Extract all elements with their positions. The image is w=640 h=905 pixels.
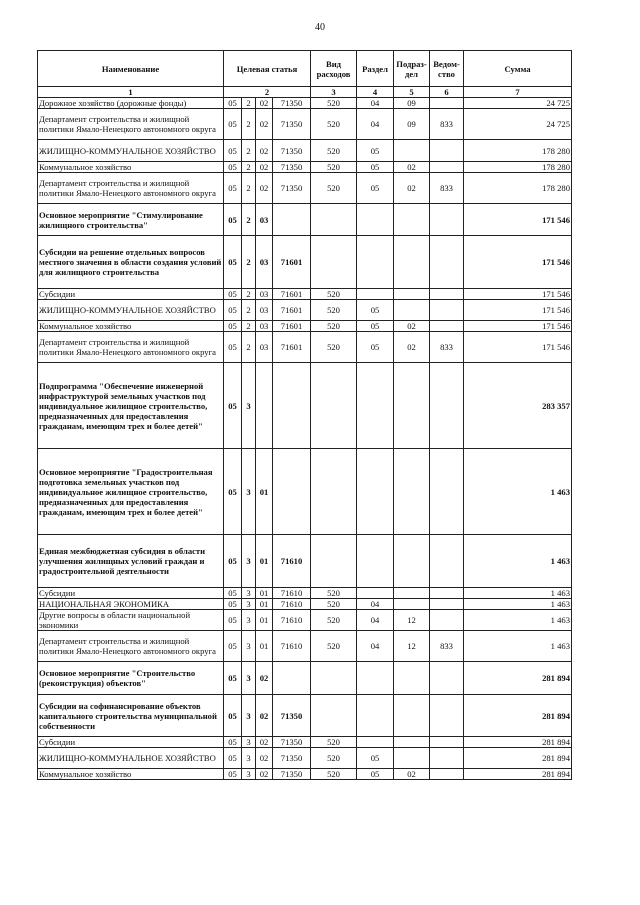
sum-cell: 171 546 bbox=[464, 332, 572, 363]
expense-type-cell: 520 bbox=[311, 109, 357, 140]
target-code-3-cell: 03 bbox=[256, 204, 273, 236]
subsection-cell bbox=[394, 662, 430, 695]
table-row bbox=[38, 140, 572, 162]
subsection-cell bbox=[394, 289, 430, 300]
department-cell bbox=[430, 737, 464, 748]
target-code-2-cell: 2 bbox=[242, 321, 256, 332]
target-code-4-cell: 71610 bbox=[273, 631, 311, 662]
department-cell bbox=[430, 236, 464, 289]
subsection-cell bbox=[394, 588, 430, 599]
row-name-cell: Основное мероприятие "Стимулирование жилищного строительства" bbox=[38, 204, 224, 236]
subsection-cell: 09 bbox=[394, 98, 430, 109]
section-cell: 04 bbox=[357, 599, 394, 610]
column-number: 7 bbox=[464, 87, 572, 98]
header-expense-type: Вид расходов bbox=[311, 51, 357, 87]
target-code-3-cell: 02 bbox=[256, 769, 273, 780]
column-number: 3 bbox=[311, 87, 357, 98]
row-name-cell: Основное мероприятие "Градостроительная подготовка земельных участков под индивидуальное жилищное строительство, предназначенных для предоставления гражданам, имеющим трех и более детей" bbox=[38, 449, 224, 535]
table-row bbox=[38, 173, 572, 204]
target-code-1-cell: 05 bbox=[224, 332, 242, 363]
table-row bbox=[38, 321, 572, 332]
target-code-4-cell: 71601 bbox=[273, 300, 311, 321]
target-code-3-cell: 02 bbox=[256, 748, 273, 769]
target-code-1-cell: 05 bbox=[224, 173, 242, 204]
target-code-4-cell: 71350 bbox=[273, 173, 311, 204]
department-cell bbox=[430, 98, 464, 109]
department-cell bbox=[430, 300, 464, 321]
header-row bbox=[38, 51, 572, 87]
target-code-1-cell: 05 bbox=[224, 204, 242, 236]
department-cell bbox=[430, 599, 464, 610]
subsection-cell: 02 bbox=[394, 162, 430, 173]
department-cell bbox=[430, 535, 464, 588]
target-code-2-cell: 3 bbox=[242, 748, 256, 769]
table-row bbox=[38, 769, 572, 780]
target-code-1-cell: 05 bbox=[224, 449, 242, 535]
target-code-2-cell: 3 bbox=[242, 631, 256, 662]
department-cell bbox=[430, 289, 464, 300]
sum-cell: 1 463 bbox=[464, 599, 572, 610]
target-code-4-cell: 71350 bbox=[273, 748, 311, 769]
section-cell: 05 bbox=[357, 748, 394, 769]
target-code-3-cell: 01 bbox=[256, 610, 273, 631]
subsection-cell: 12 bbox=[394, 610, 430, 631]
sum-cell: 171 546 bbox=[464, 300, 572, 321]
column-number: 5 bbox=[394, 87, 430, 98]
target-code-3-cell: 02 bbox=[256, 737, 273, 748]
sum-cell: 178 280 bbox=[464, 162, 572, 173]
target-code-1-cell: 05 bbox=[224, 98, 242, 109]
table-body bbox=[38, 98, 572, 780]
department-cell bbox=[430, 204, 464, 236]
target-code-4-cell: 71350 bbox=[273, 98, 311, 109]
subsection-cell bbox=[394, 737, 430, 748]
subsection-cell bbox=[394, 363, 430, 449]
target-code-3-cell: 02 bbox=[256, 140, 273, 162]
target-code-3-cell: 01 bbox=[256, 599, 273, 610]
subsection-cell bbox=[394, 140, 430, 162]
department-cell: 833 bbox=[430, 109, 464, 140]
row-name-cell: Дорожное хозяйство (дорожные фонды) bbox=[38, 98, 224, 109]
target-code-3-cell: 03 bbox=[256, 289, 273, 300]
header-section: Раздел bbox=[357, 51, 394, 87]
sum-cell: 283 357 bbox=[464, 363, 572, 449]
target-code-2-cell: 2 bbox=[242, 204, 256, 236]
table-row bbox=[38, 363, 572, 449]
table-row bbox=[38, 737, 572, 748]
department-cell bbox=[430, 363, 464, 449]
sum-cell: 281 894 bbox=[464, 695, 572, 737]
department-cell bbox=[430, 140, 464, 162]
target-code-1-cell: 05 bbox=[224, 321, 242, 332]
section-cell bbox=[357, 535, 394, 588]
expense-type-cell: 520 bbox=[311, 332, 357, 363]
target-code-4-cell bbox=[273, 662, 311, 695]
department-cell bbox=[430, 449, 464, 535]
target-code-4-cell: 71601 bbox=[273, 332, 311, 363]
section-cell: 05 bbox=[357, 173, 394, 204]
sum-cell: 171 546 bbox=[464, 204, 572, 236]
target-code-1-cell: 05 bbox=[224, 695, 242, 737]
expense-type-cell: 520 bbox=[311, 300, 357, 321]
column-number: 2 bbox=[224, 87, 311, 98]
subsection-cell bbox=[394, 695, 430, 737]
table-row bbox=[38, 599, 572, 610]
target-code-1-cell: 05 bbox=[224, 289, 242, 300]
department-cell bbox=[430, 748, 464, 769]
table-row bbox=[38, 98, 572, 109]
sum-cell: 1 463 bbox=[464, 631, 572, 662]
table-row bbox=[38, 588, 572, 599]
target-code-3-cell: 01 bbox=[256, 535, 273, 588]
target-code-2-cell: 2 bbox=[242, 162, 256, 173]
section-cell bbox=[357, 662, 394, 695]
table-row bbox=[38, 631, 572, 662]
expense-type-cell: 520 bbox=[311, 769, 357, 780]
expense-type-cell: 520 bbox=[311, 610, 357, 631]
target-code-2-cell: 2 bbox=[242, 173, 256, 204]
sum-cell: 281 894 bbox=[464, 737, 572, 748]
section-cell: 05 bbox=[357, 300, 394, 321]
target-code-2-cell: 3 bbox=[242, 737, 256, 748]
target-code-1-cell: 05 bbox=[224, 737, 242, 748]
row-name-cell: Субсидии на софинансирование объектов капитального строительства муниципальной собственности bbox=[38, 695, 224, 737]
table-row bbox=[38, 236, 572, 289]
section-cell: 05 bbox=[357, 321, 394, 332]
table-row bbox=[38, 535, 572, 588]
department-cell bbox=[430, 321, 464, 332]
subsection-cell: 02 bbox=[394, 332, 430, 363]
department-cell: 833 bbox=[430, 631, 464, 662]
sum-cell: 24 725 bbox=[464, 98, 572, 109]
row-name-cell: Субсидии на решение отдельных вопросов местного значения в области создания условий для жилищного строительства bbox=[38, 236, 224, 289]
target-code-2-cell: 3 bbox=[242, 610, 256, 631]
target-code-4-cell: 71601 bbox=[273, 236, 311, 289]
target-code-4-cell: 71610 bbox=[273, 535, 311, 588]
expense-type-cell bbox=[311, 204, 357, 236]
section-cell bbox=[357, 588, 394, 599]
target-code-2-cell: 2 bbox=[242, 300, 256, 321]
sum-cell: 171 546 bbox=[464, 321, 572, 332]
header-department: Ведом-ство bbox=[430, 51, 464, 87]
sum-cell: 178 280 bbox=[464, 173, 572, 204]
subsection-cell bbox=[394, 535, 430, 588]
target-code-4-cell: 71601 bbox=[273, 289, 311, 300]
row-name-cell: ЖИЛИЩНО-КОММУНАЛЬНОЕ ХОЗЯЙСТВО bbox=[38, 748, 224, 769]
expense-type-cell: 520 bbox=[311, 98, 357, 109]
row-name-cell: Субсидии bbox=[38, 588, 224, 599]
subsection-cell bbox=[394, 300, 430, 321]
target-code-2-cell: 3 bbox=[242, 599, 256, 610]
row-name-cell: Подпрограмма "Обеспечение инженерной инфраструктурой земельных участков под индивидуальное жилищное строительство, предназначенных для предоставления гражданам, имеющим трех и более детей" bbox=[38, 363, 224, 449]
subsection-cell bbox=[394, 236, 430, 289]
row-name-cell: Субсидии bbox=[38, 737, 224, 748]
target-code-2-cell: 3 bbox=[242, 662, 256, 695]
target-code-3-cell: 02 bbox=[256, 109, 273, 140]
target-code-4-cell: 71610 bbox=[273, 610, 311, 631]
target-code-1-cell: 05 bbox=[224, 610, 242, 631]
target-code-1-cell: 05 bbox=[224, 588, 242, 599]
department-cell bbox=[430, 662, 464, 695]
section-cell: 05 bbox=[357, 332, 394, 363]
target-code-3-cell: 03 bbox=[256, 300, 273, 321]
expense-type-cell: 520 bbox=[311, 321, 357, 332]
sum-cell: 1 463 bbox=[464, 535, 572, 588]
table-row bbox=[38, 109, 572, 140]
section-cell bbox=[357, 449, 394, 535]
column-number: 6 bbox=[430, 87, 464, 98]
section-cell: 04 bbox=[357, 631, 394, 662]
section-cell bbox=[357, 236, 394, 289]
row-name-cell: ЖИЛИЩНО-КОММУНАЛЬНОЕ ХОЗЯЙСТВО bbox=[38, 300, 224, 321]
target-code-4-cell: 71350 bbox=[273, 140, 311, 162]
target-code-1-cell: 05 bbox=[224, 748, 242, 769]
target-code-2-cell: 3 bbox=[242, 449, 256, 535]
target-code-3-cell: 03 bbox=[256, 321, 273, 332]
row-name-cell: Субсидии bbox=[38, 289, 224, 300]
target-code-2-cell: 3 bbox=[242, 535, 256, 588]
target-code-4-cell: 71350 bbox=[273, 162, 311, 173]
section-cell bbox=[357, 289, 394, 300]
target-code-4-cell: 71601 bbox=[273, 321, 311, 332]
table-row bbox=[38, 204, 572, 236]
subsection-cell bbox=[394, 449, 430, 535]
target-code-3-cell: 02 bbox=[256, 162, 273, 173]
row-name-cell: ЖИЛИЩНО-КОММУНАЛЬНОЕ ХОЗЯЙСТВО bbox=[38, 140, 224, 162]
header-sum: Сумма bbox=[464, 51, 572, 87]
subsection-cell bbox=[394, 599, 430, 610]
sum-cell: 281 894 bbox=[464, 748, 572, 769]
section-cell: 05 bbox=[357, 162, 394, 173]
department-cell bbox=[430, 162, 464, 173]
target-code-2-cell: 3 bbox=[242, 588, 256, 599]
target-code-2-cell: 2 bbox=[242, 236, 256, 289]
budget-table bbox=[37, 50, 572, 780]
section-cell bbox=[357, 363, 394, 449]
subsection-cell: 02 bbox=[394, 321, 430, 332]
table-row bbox=[38, 748, 572, 769]
header-target: Целевая статья bbox=[224, 51, 311, 87]
expense-type-cell: 520 bbox=[311, 173, 357, 204]
department-cell: 833 bbox=[430, 173, 464, 204]
sum-cell: 1 463 bbox=[464, 449, 572, 535]
section-cell: 04 bbox=[357, 109, 394, 140]
row-name-cell: Департамент строительства и жилищной политики Ямало-Ненецкого автономного округа bbox=[38, 173, 224, 204]
row-name-cell: Коммунальное хозяйство bbox=[38, 321, 224, 332]
target-code-3-cell: 01 bbox=[256, 588, 273, 599]
expense-type-cell: 520 bbox=[311, 631, 357, 662]
target-code-1-cell: 05 bbox=[224, 300, 242, 321]
target-code-1-cell: 05 bbox=[224, 109, 242, 140]
expense-type-cell bbox=[311, 535, 357, 588]
expense-type-cell bbox=[311, 236, 357, 289]
table-row bbox=[38, 300, 572, 321]
target-code-2-cell: 2 bbox=[242, 140, 256, 162]
target-code-3-cell: 03 bbox=[256, 332, 273, 363]
table-row bbox=[38, 662, 572, 695]
section-cell bbox=[357, 204, 394, 236]
target-code-2-cell: 3 bbox=[242, 769, 256, 780]
section-cell: 05 bbox=[357, 140, 394, 162]
header-name: Наименование bbox=[38, 51, 224, 87]
expense-type-cell bbox=[311, 449, 357, 535]
sum-cell: 281 894 bbox=[464, 662, 572, 695]
subsection-cell: 12 bbox=[394, 631, 430, 662]
column-number-row bbox=[38, 87, 572, 98]
row-name-cell: НАЦИОНАЛЬНАЯ ЭКОНОМИКА bbox=[38, 599, 224, 610]
row-name-cell: Департамент строительства и жилищной политики Ямало-Ненецкого автономного округа bbox=[38, 332, 224, 363]
department-cell bbox=[430, 695, 464, 737]
target-code-2-cell: 3 bbox=[242, 363, 256, 449]
target-code-1-cell: 05 bbox=[224, 599, 242, 610]
table-row bbox=[38, 695, 572, 737]
row-name-cell: Коммунальное хозяйство bbox=[38, 162, 224, 173]
expense-type-cell: 520 bbox=[311, 140, 357, 162]
target-code-4-cell bbox=[273, 449, 311, 535]
subsection-cell: 09 bbox=[394, 109, 430, 140]
section-cell: 04 bbox=[357, 98, 394, 109]
column-number: 1 bbox=[38, 87, 224, 98]
target-code-3-cell bbox=[256, 363, 273, 449]
table-row bbox=[38, 332, 572, 363]
target-code-1-cell: 05 bbox=[224, 769, 242, 780]
target-code-3-cell: 02 bbox=[256, 173, 273, 204]
subsection-cell: 02 bbox=[394, 173, 430, 204]
target-code-1-cell: 05 bbox=[224, 162, 242, 173]
expense-type-cell: 520 bbox=[311, 588, 357, 599]
section-cell bbox=[357, 695, 394, 737]
expense-type-cell: 520 bbox=[311, 162, 357, 173]
row-name-cell: Департамент строительства и жилищной политики Ямало-Ненецкого автономного округа bbox=[38, 109, 224, 140]
target-code-4-cell: 71350 bbox=[273, 695, 311, 737]
target-code-4-cell: 71610 bbox=[273, 599, 311, 610]
sum-cell: 1 463 bbox=[464, 588, 572, 599]
target-code-1-cell: 05 bbox=[224, 363, 242, 449]
target-code-2-cell: 2 bbox=[242, 289, 256, 300]
target-code-3-cell: 01 bbox=[256, 631, 273, 662]
target-code-4-cell: 71350 bbox=[273, 737, 311, 748]
department-cell bbox=[430, 588, 464, 599]
expense-type-cell bbox=[311, 363, 357, 449]
section-cell: 05 bbox=[357, 769, 394, 780]
sum-cell: 281 894 bbox=[464, 769, 572, 780]
department-cell bbox=[430, 769, 464, 780]
expense-type-cell bbox=[311, 695, 357, 737]
target-code-3-cell: 02 bbox=[256, 662, 273, 695]
target-code-4-cell: 71610 bbox=[273, 588, 311, 599]
target-code-3-cell: 03 bbox=[256, 236, 273, 289]
target-code-3-cell: 02 bbox=[256, 98, 273, 109]
department-cell: 833 bbox=[430, 332, 464, 363]
expense-type-cell: 520 bbox=[311, 599, 357, 610]
section-cell bbox=[357, 737, 394, 748]
subsection-cell: 02 bbox=[394, 769, 430, 780]
sum-cell: 171 546 bbox=[464, 289, 572, 300]
expense-type-cell: 520 bbox=[311, 289, 357, 300]
table-row bbox=[38, 610, 572, 631]
expense-type-cell bbox=[311, 662, 357, 695]
target-code-1-cell: 05 bbox=[224, 140, 242, 162]
target-code-1-cell: 05 bbox=[224, 631, 242, 662]
target-code-1-cell: 05 bbox=[224, 236, 242, 289]
page-number: 40 bbox=[315, 22, 325, 33]
subsection-cell bbox=[394, 748, 430, 769]
sum-cell: 24 725 bbox=[464, 109, 572, 140]
target-code-2-cell: 2 bbox=[242, 332, 256, 363]
target-code-3-cell: 01 bbox=[256, 449, 273, 535]
target-code-1-cell: 05 bbox=[224, 535, 242, 588]
target-code-2-cell: 3 bbox=[242, 695, 256, 737]
department-cell bbox=[430, 610, 464, 631]
table-row bbox=[38, 449, 572, 535]
target-code-4-cell: 71350 bbox=[273, 769, 311, 780]
sum-cell: 1 463 bbox=[464, 610, 572, 631]
column-number: 4 bbox=[357, 87, 394, 98]
target-code-4-cell bbox=[273, 363, 311, 449]
target-code-2-cell: 2 bbox=[242, 98, 256, 109]
target-code-4-cell: 71350 bbox=[273, 109, 311, 140]
table-row bbox=[38, 289, 572, 300]
row-name-cell: Основное мероприятие "Строительство (реконструкция) объектов" bbox=[38, 662, 224, 695]
expense-type-cell: 520 bbox=[311, 737, 357, 748]
section-cell: 04 bbox=[357, 610, 394, 631]
header-subsection: Подраз-дел bbox=[394, 51, 430, 87]
row-name-cell: Единая межбюджетная субсидия в области улучшения жилищных условий граждан и градостроительной деятельности bbox=[38, 535, 224, 588]
row-name-cell: Коммунальное хозяйство bbox=[38, 769, 224, 780]
sum-cell: 178 280 bbox=[464, 140, 572, 162]
target-code-4-cell bbox=[273, 204, 311, 236]
table-row bbox=[38, 162, 572, 173]
row-name-cell: Другие вопросы в области национальной экономики bbox=[38, 610, 224, 631]
target-code-3-cell: 02 bbox=[256, 695, 273, 737]
subsection-cell bbox=[394, 204, 430, 236]
target-code-2-cell: 2 bbox=[242, 109, 256, 140]
expense-type-cell: 520 bbox=[311, 748, 357, 769]
target-code-1-cell: 05 bbox=[224, 662, 242, 695]
row-name-cell: Департамент строительства и жилищной политики Ямало-Ненецкого автономного округа bbox=[38, 631, 224, 662]
sum-cell: 171 546 bbox=[464, 236, 572, 289]
